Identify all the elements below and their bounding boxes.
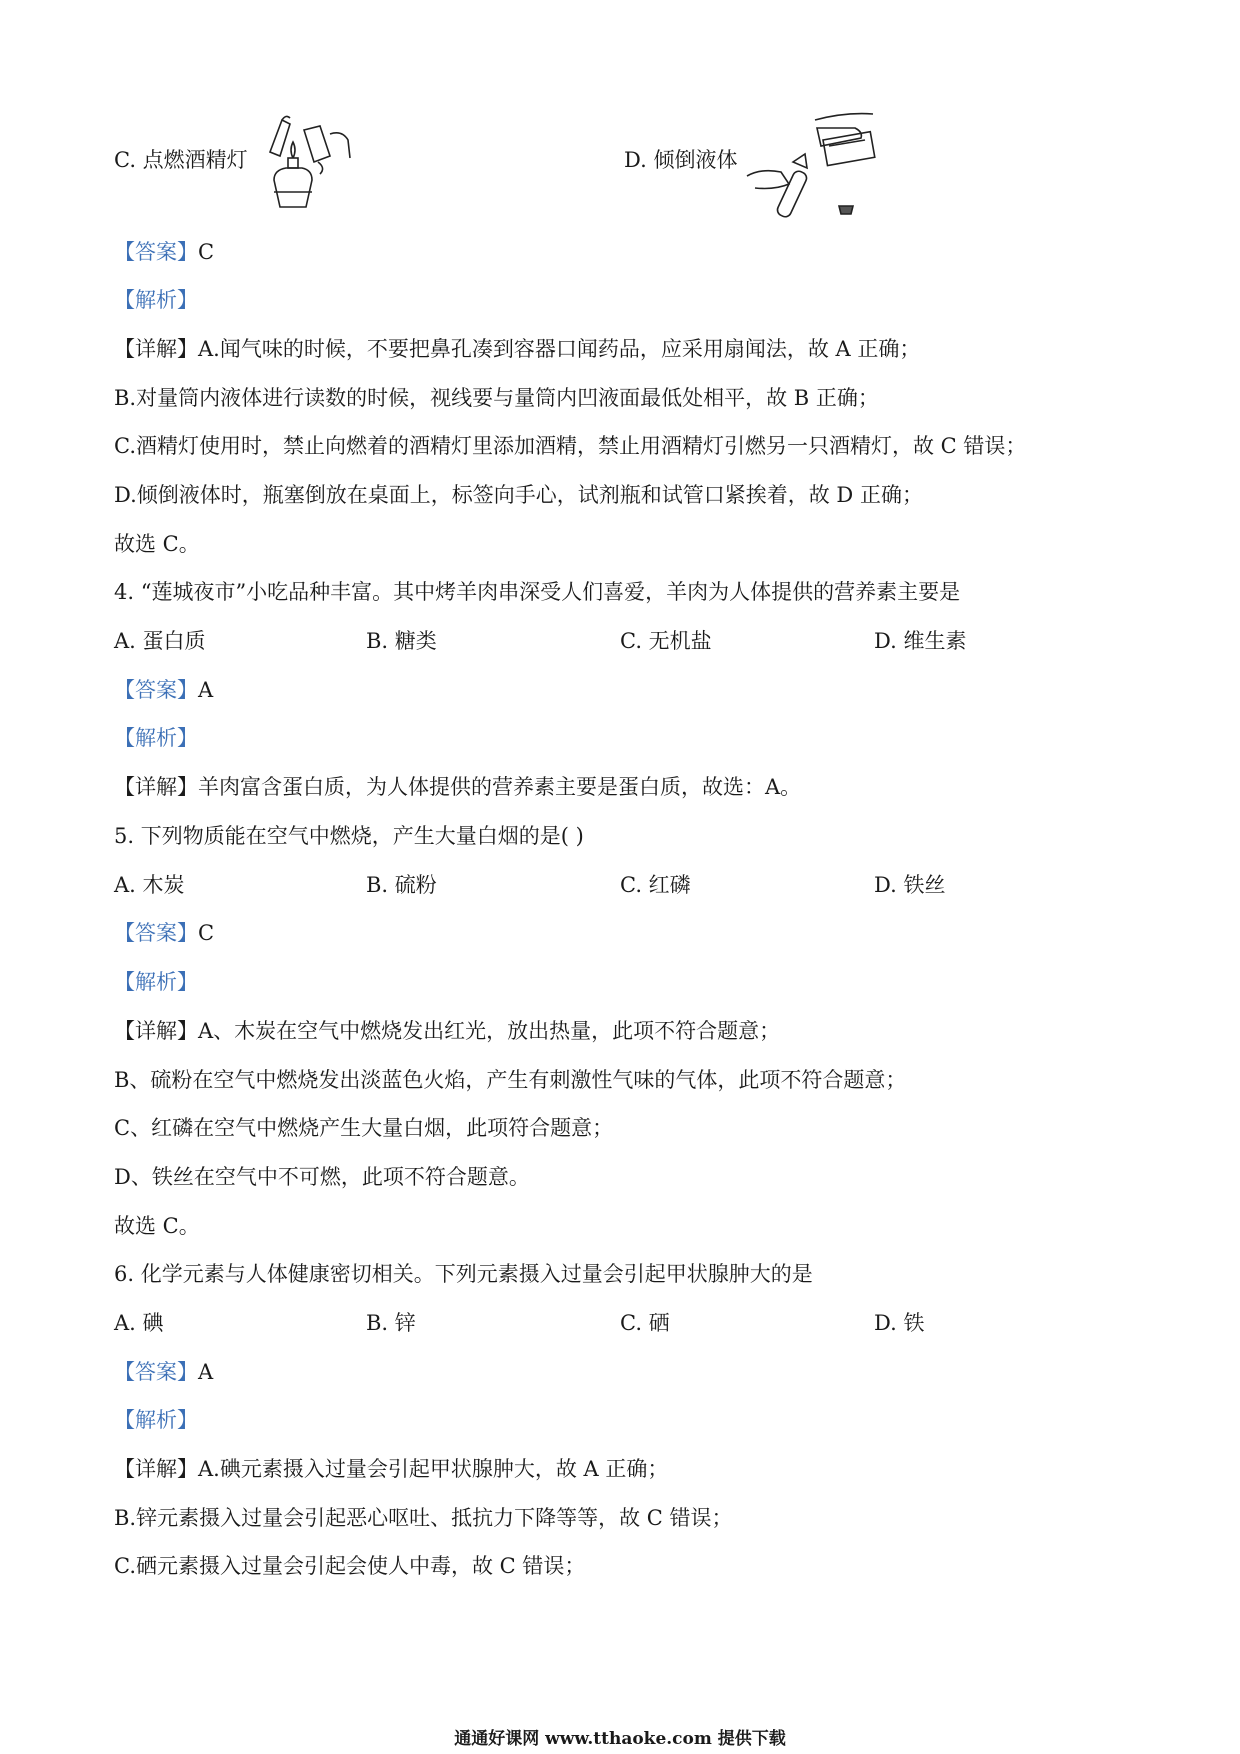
q5-option-b: B. 硫粉 bbox=[366, 873, 437, 897]
q3-answer-label: 【答案】 bbox=[114, 240, 198, 264]
q3-option-c: C. 点燃酒精灯 bbox=[114, 148, 248, 172]
q6-detail-line: C.硒元素摄入过量会引起会使人中毒，故 C 错误； bbox=[114, 1554, 586, 1578]
q5-detail-line: A、木炭在空气中燃烧发出红光，放出热量，此项不符合题意； bbox=[198, 1019, 781, 1043]
q5-detail-label: 【详解】 bbox=[114, 1019, 198, 1043]
q3-conclusion: 故选 C。 bbox=[114, 532, 200, 556]
q6-answer-label: 【答案】 bbox=[114, 1360, 198, 1384]
q5-answer-label: 【答案】 bbox=[114, 921, 198, 945]
q3-analysis-label: 【解析】 bbox=[114, 288, 198, 312]
lighting-alcohol-lamp-figure bbox=[260, 112, 360, 212]
q4-option-b: B. 糖类 bbox=[366, 629, 437, 653]
q6-option-b: B. 锌 bbox=[366, 1311, 416, 1335]
q4-option-a: A. 蛋白质 bbox=[114, 629, 206, 653]
q5-question: 5. 下列物质能在空气中燃烧，产生大量白烟的是( ) bbox=[114, 824, 584, 848]
q5-conclusion: 故选 C。 bbox=[114, 1214, 200, 1238]
q4-answer: A bbox=[198, 678, 214, 702]
q5-detail-line: D、铁丝在空气中不可燃，此项不符合题意。 bbox=[114, 1165, 530, 1189]
q3-option-d: D. 倾倒液体 bbox=[624, 148, 738, 172]
q3-detail-line: D.倾倒液体时，瓶塞倒放在桌面上，标签向手心，试剂瓶和试管口紧挨着，故 D 正确； bbox=[114, 483, 923, 507]
q4-detail-label: 【详解】 bbox=[114, 775, 198, 799]
q5-option-d: D. 铁丝 bbox=[874, 873, 946, 897]
q3-detail-line: B.对量筒内液体进行读数的时候，视线要与量筒内凹液面最低处相平，故 B 正确； bbox=[114, 386, 879, 410]
page-footer: 通通好课网 www.tthaoke.com 提供下载 bbox=[454, 1729, 786, 1749]
q4-option-c: C. 无机盐 bbox=[620, 629, 712, 653]
q3-detail-line: A.闻气味的时候，不要把鼻孔凑到容器口闻药品，应采用扇闻法，故 A 正确； bbox=[198, 337, 921, 361]
q4-detail-line: 羊肉富含蛋白质，为人体提供的营养素主要是蛋白质，故选：A。 bbox=[198, 775, 802, 799]
q6-analysis-label: 【解析】 bbox=[114, 1408, 198, 1432]
q4-question: 4. “莲城夜市”小吃品种丰富。其中烤羊肉串深受人们喜爱，羊肉为人体提供的营养素主要是 bbox=[114, 580, 961, 604]
q6-option-d: D. 铁 bbox=[874, 1311, 925, 1335]
q6-question: 6. 化学元素与人体健康密切相关。下列元素摄入过量会引起甲状腺肿大的是 bbox=[114, 1262, 813, 1286]
q6-answer: A bbox=[198, 1360, 214, 1384]
q3-detail-label: 【详解】 bbox=[114, 337, 198, 361]
q5-detail-line: C、红磷在空气中燃烧产生大量白烟，此项符合题意； bbox=[114, 1116, 614, 1140]
q4-option-d: D. 维生素 bbox=[874, 629, 967, 653]
q6-detail-line: A.碘元素摄入过量会引起甲状腺肿大，故 A 正确； bbox=[198, 1457, 669, 1481]
q6-detail-label: 【详解】 bbox=[114, 1457, 198, 1481]
q6-option-c: C. 硒 bbox=[620, 1311, 670, 1335]
q6-detail-line: B.锌元素摄入过量会引起恶心呕吐、抵抗力下降等等，故 C 错误； bbox=[114, 1506, 733, 1530]
q5-option-c: C. 红磷 bbox=[620, 873, 691, 897]
q3-answer: C bbox=[198, 240, 215, 264]
q4-analysis-label: 【解析】 bbox=[114, 726, 198, 750]
q4-answer-label: 【答案】 bbox=[114, 678, 198, 702]
pouring-liquid-figure bbox=[745, 110, 885, 220]
q5-answer: C bbox=[198, 921, 215, 945]
q5-option-a: A. 木炭 bbox=[114, 873, 185, 897]
q6-option-a: A. 碘 bbox=[114, 1311, 164, 1335]
q3-detail-line: C.酒精灯使用时，禁止向燃着的酒精灯里添加酒精，禁止用酒精灯引燃另一只酒精灯，故 C 错误； bbox=[114, 434, 1027, 458]
q5-detail-line: B、硫粉在空气中燃烧发出淡蓝色火焰，产生有刺激性气味的气体，此项不符合题意； bbox=[114, 1068, 907, 1092]
q5-analysis-label: 【解析】 bbox=[114, 970, 198, 994]
